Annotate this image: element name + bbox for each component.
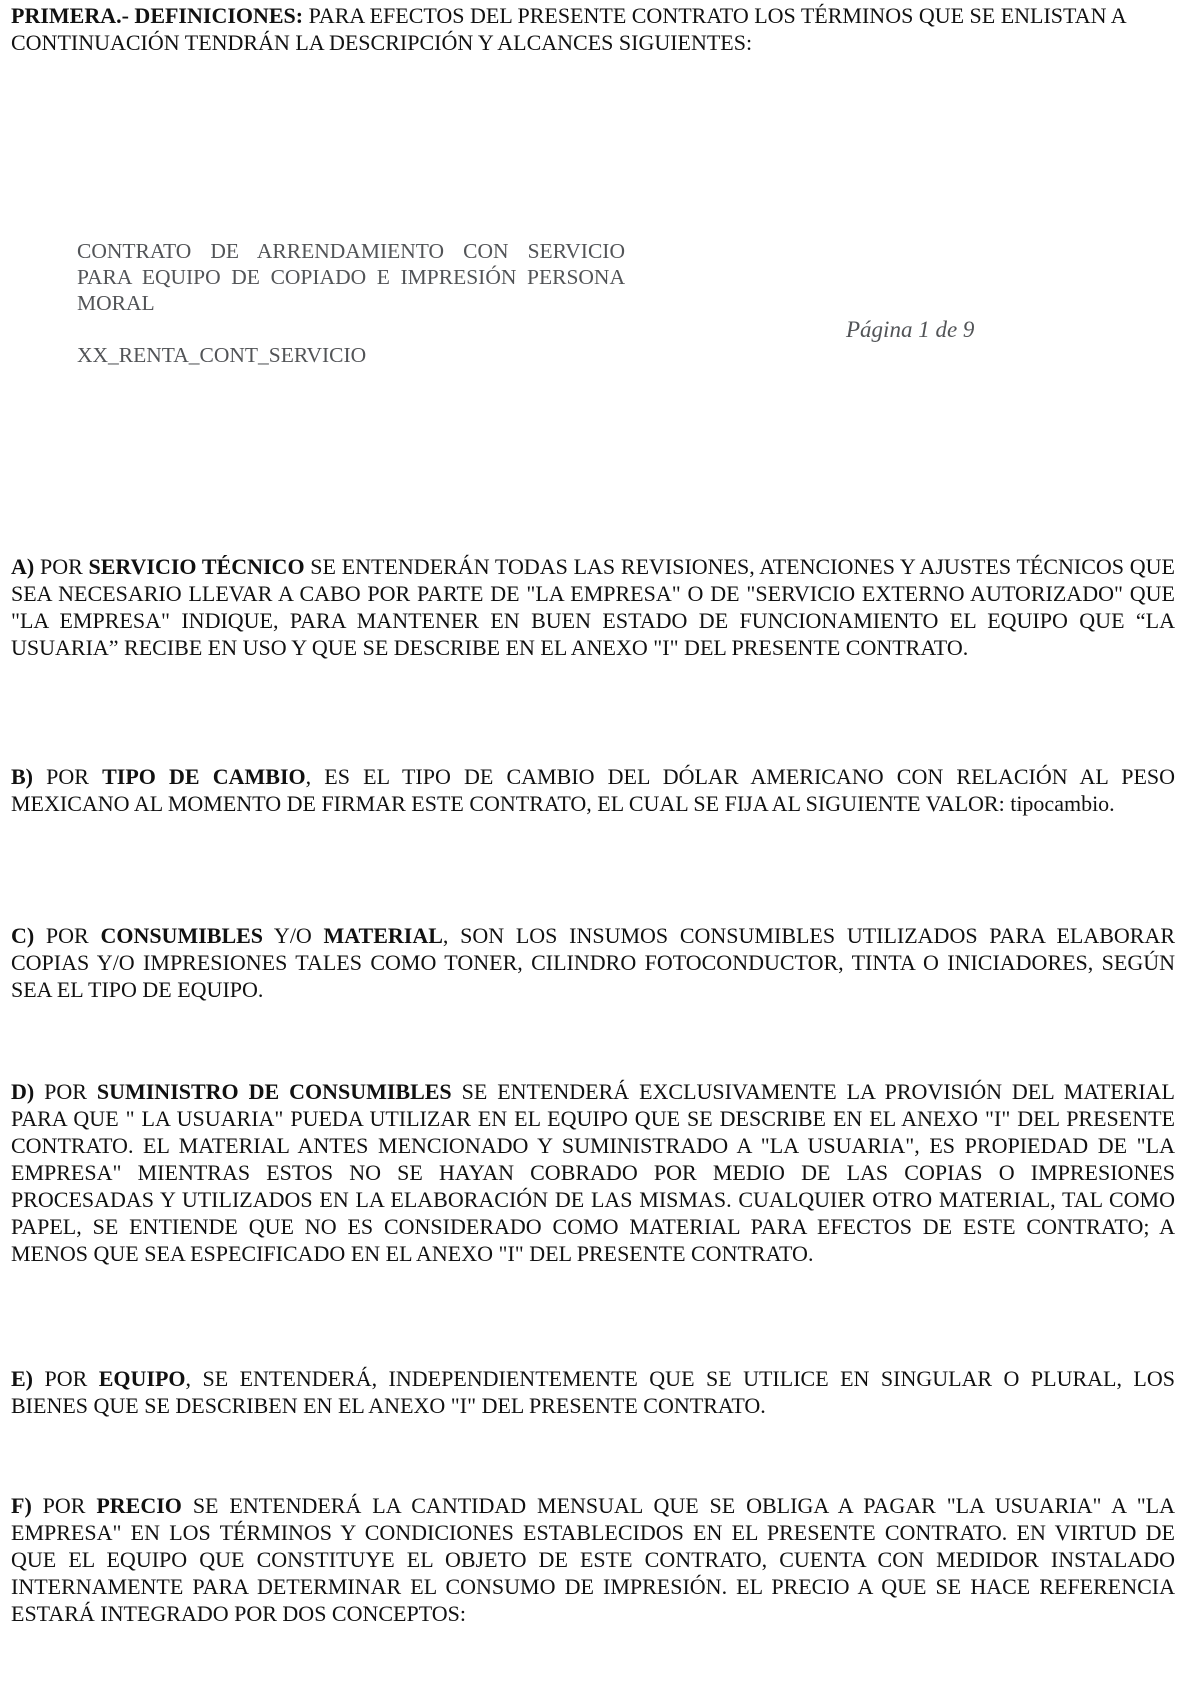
bold-text-segment: MATERIAL — [323, 923, 443, 948]
page-number-label: Página 1 de 9 — [846, 317, 975, 342]
bold-text-segment: B) — [11, 764, 33, 789]
text-segment: SE ENTENDERÁ EXCLUSIVAMENTE LA PROVISIÓN DEL MATERIAL PARA QUE " LA USUARIA" PUEDA UTILIZAR EN EL EQUIPO QUE SE DESCRIBE EN EL ANEXO "I" DEL PRESENTE CONTRATO. EL MATERIAL ANTES MENCIONADO Y SUMINISTRADO A "LA USUARIA", ES PROPIEDAD DE "LA EMPRESA" MIENTRAS ESTOS NO SE HAYAN COBRADO POR MEDIO DE LAS COPIAS O IMPRESIONES PROCESADAS Y UTILIZADOS EN LA ELABORACIÓN DE LAS MISMAS. CUALQUIER OTRO MATERIAL, TAL COMO PAPEL, SE ENTIENDE QUE NO ES CONSIDERADO COMO MATERIAL PARA EFECTOS DE ESTE CONTRATO; A MENOS QUE SEA ESPECIFICADO EN EL ANEXO "I" DEL PRESENTE CONTRATO. — [11, 1079, 1175, 1266]
text-segment: , SON LOS INSUMOS CONSUMIBLES UTILIZADOS PARA ELABORAR COPIAS Y/O IMPRESIONES TALES COMO TONER, CILINDRO FOTOCONDUCTOR, TINTA O INICIADORES, SEGÚN SEA EL TIPO DE EQUIPO. — [11, 923, 1175, 1002]
bold-text-segment: CONSUMIBLES — [100, 923, 264, 948]
bold-text-segment: A) — [11, 554, 35, 579]
text-segment: SE ENTENDERÁN TODAS LAS REVISIONES, ATENCIONES Y AJUSTES TÉCNICOS QUE SEA NECESARIO LLEVAR A CABO POR PARTE DE "LA EMPRESA" O DE "SERVICIO EXTERNO AUTORIZADO" QUE "LA EMPRESA" INDIQUE, PARA MANTENER EN BUEN ESTADO DE FUNCIONAMIENTO EL EQUIPO QUE “LA USUARIA” RECIBE EN USO Y QUE SE DESCRIBE EN EL ANEXO "I" DEL PRESENTE CONTRATO. — [11, 554, 1175, 660]
bold-text-segment: SERVICIO TÉCNICO — [88, 554, 305, 579]
definition-paragraph-c — [11, 922, 1175, 1003]
text-segment: POR — [34, 1079, 97, 1104]
text-segment: POR — [33, 764, 103, 789]
definition-paragraph-e — [11, 1365, 1175, 1419]
bold-text-segment: D) — [11, 1079, 35, 1104]
text-segment: CONTINUACIÓN TENDRÁN LA DESCRIPCIÓN Y ALCANCES SIGUIENTES: — [11, 30, 753, 55]
clause-primera-continuation — [11, 29, 1175, 56]
text-segment: POR — [34, 923, 101, 948]
bold-text-segment: PRIMERA.- DEFINICIONES: — [11, 3, 304, 28]
bold-text-segment: SUMINISTRO DE CONSUMIBLES — [96, 1079, 452, 1104]
definition-paragraph-d — [11, 1078, 1175, 1267]
clause-primera-paragraph — [11, 2, 1175, 56]
definition-paragraph-f — [11, 1492, 1175, 1627]
text-segment: POR — [34, 554, 89, 579]
text-segment: SE ENTENDERÁ LA CANTIDAD MENSUAL QUE SE OBLIGA A PAGAR "LA USUARIA" A "LA EMPRESA" EN LOS TÉRMINOS Y CONDICIONES ESTABLECIDOS EN EL PRESENTE CONTRATO. EN VIRTUD DE QUE EL EQUIPO QUE CONSTITUYE EL OBJETO DE ESTE CONTRATO, CUENTA CON MEDIDOR INSTALADO INTERNAMENTE PARA DETERMINAR EL CONSUMO DE IMPRESIÓN. EL PRECIO A QUE SE HACE REFERENCIA ESTARÁ INTEGRADO POR DOS CONCEPTOS: — [11, 1493, 1176, 1626]
text-segment: , ES EL TIPO DE CAMBIO DEL DÓLAR AMERICANO CON RELACIÓN AL PESO MEXICANO AL MOMENTO DE FIRMAR ESTE CONTRATO, EL CUAL SE FIJA AL SIGUIENTE VALOR: tipocambio. — [11, 764, 1176, 816]
definition-paragraph-b — [11, 763, 1175, 817]
text-segment: POR — [33, 1366, 99, 1391]
bold-text-segment: EQUIPO — [98, 1366, 186, 1391]
bold-text-segment: C) — [11, 923, 35, 948]
clause-primera-intro — [11, 2, 1175, 29]
text-segment: Y/O — [263, 923, 324, 948]
contract-title: CONTRATO DE ARRENDAMIENTO CON SERVICIO PARA EQUIPO DE COPIADO E IMPRESIÓN PERSONA MORAL — [77, 239, 625, 315]
definition-paragraph-a — [11, 553, 1175, 661]
bold-text-segment: TIPO DE CAMBIO — [102, 764, 306, 789]
bold-text-segment: PRECIO — [96, 1493, 182, 1518]
text-segment: POR — [31, 1493, 97, 1518]
text-segment: , SE ENTENDERÁ, INDEPENDIENTEMENTE QUE SE UTILICE EN SINGULAR O PLURAL, LOS BIENES QUE SE DESCRIBEN EN EL ANEXO "I" DEL PRESENTE CONTRATO. — [11, 1366, 1175, 1418]
document-code: XX_RENTA_CONT_SERVICIO — [77, 343, 367, 367]
text-segment: PARA EFECTOS DEL PRESENTE CONTRATO LOS TÉRMINOS QUE SE ENLISTAN A — [303, 3, 1127, 28]
bold-text-segment: E) — [11, 1366, 33, 1391]
bold-text-segment: F) — [11, 1493, 32, 1518]
